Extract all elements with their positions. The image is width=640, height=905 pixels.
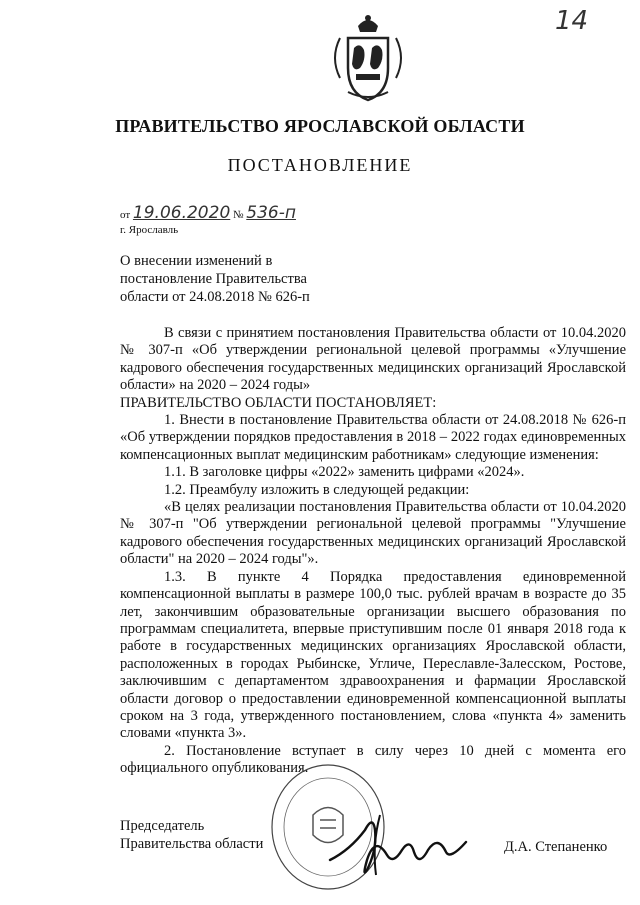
preamble-paragraph: В связи с принятием постановления Правительства области от 10.04.2020 № 307-п «Об утверждении региональной целевой программы «Улучшение кадрового обеспечения государственных медицинских организаций Ярославской области» на 2020 – 2024 годы» [120,325,626,394]
item-1-3: 1.3. В пункте 4 Порядка предоставления единовременной компенсационной выплаты в размере 100,0 тыс. рублей врачам в возрасте до 35 лет, закончившим образовательные организации высшего образования по программам специалитета, впервые приступившим после 01 января 2018 года к работе в государственных медицинских организациях Ярославской области, расположенных в городах Рыбинске, Угличе, Переславле-Залесском, Ростове, заключившим с департаментом здравоохранения и фармации Ярославской области договор о предоставлении единовременной компенсационной выплаты сроком на 3 года, утвержденного постановлением, слова «пункта 4» заменить словами «пункта 3». [120,568,626,742]
coat-of-arms-emblem [318,8,418,108]
document-body [120,325,626,778]
item-2: 2. Постановление вступает в силу через 10 дней с момента его официального опубликования. [120,742,626,777]
item-1-1: 1.1. В заголовке цифры «2022» заменить цифрами «2024». [164,464,525,481]
document-type: ПОСТАНОВЛЕНИЕ [227,155,413,175]
government-title: ПРАВИТЕЛЬСТВО ЯРОСЛАВСКОЙ ОБЛАСТИ [115,116,525,136]
item-1: 1. Внести в постановление Правительства области от 24.08.2018 № 626-п «Об утверждении порядков предоставления в 2018 – 2022 годах единовременных компенсационных выплат медицинским работникам» следующие изменения: [120,412,626,463]
resolution-heading: ПРАВИТЕЛЬСТВО ОБЛАСТИ ПОСТАНОВЛЯЕТ: [120,394,437,411]
handwritten-page-note: 14 [555,6,589,36]
city: г. Ярославль [120,224,179,236]
subject-line: области от 24.08.2018 № 626-п [120,289,310,305]
new-preamble-text: «В целях реализации постановления Правительства области от 10.04.2020 № 307-п "Об утверждении региональной целевой программы "Улучшение кадрового обеспечения государственных медицинских организаций Ярославской области" на 2020 – 2024 годы"». [120,499,626,568]
subject-line: О внесении изменений в [120,253,273,269]
document-date: 19.06.2020 [132,203,231,223]
date-from-label: от [120,209,131,221]
document-subject [120,252,310,306]
item-1-2: 1.2. Преамбулу изложить в следующей редакции: [164,481,470,498]
number-label: № [233,209,244,221]
signatory-title-line: Правительства области [120,836,264,852]
subject-line: постановление Правительства [120,271,307,287]
handwritten-signature [320,800,490,880]
signatory-title-line: Председатель [120,818,205,834]
signatory-name: Д.А. Степаненко [504,839,608,855]
signatory-title [120,817,263,853]
dateline [120,203,296,223]
document-number: 536-п [246,203,296,223]
